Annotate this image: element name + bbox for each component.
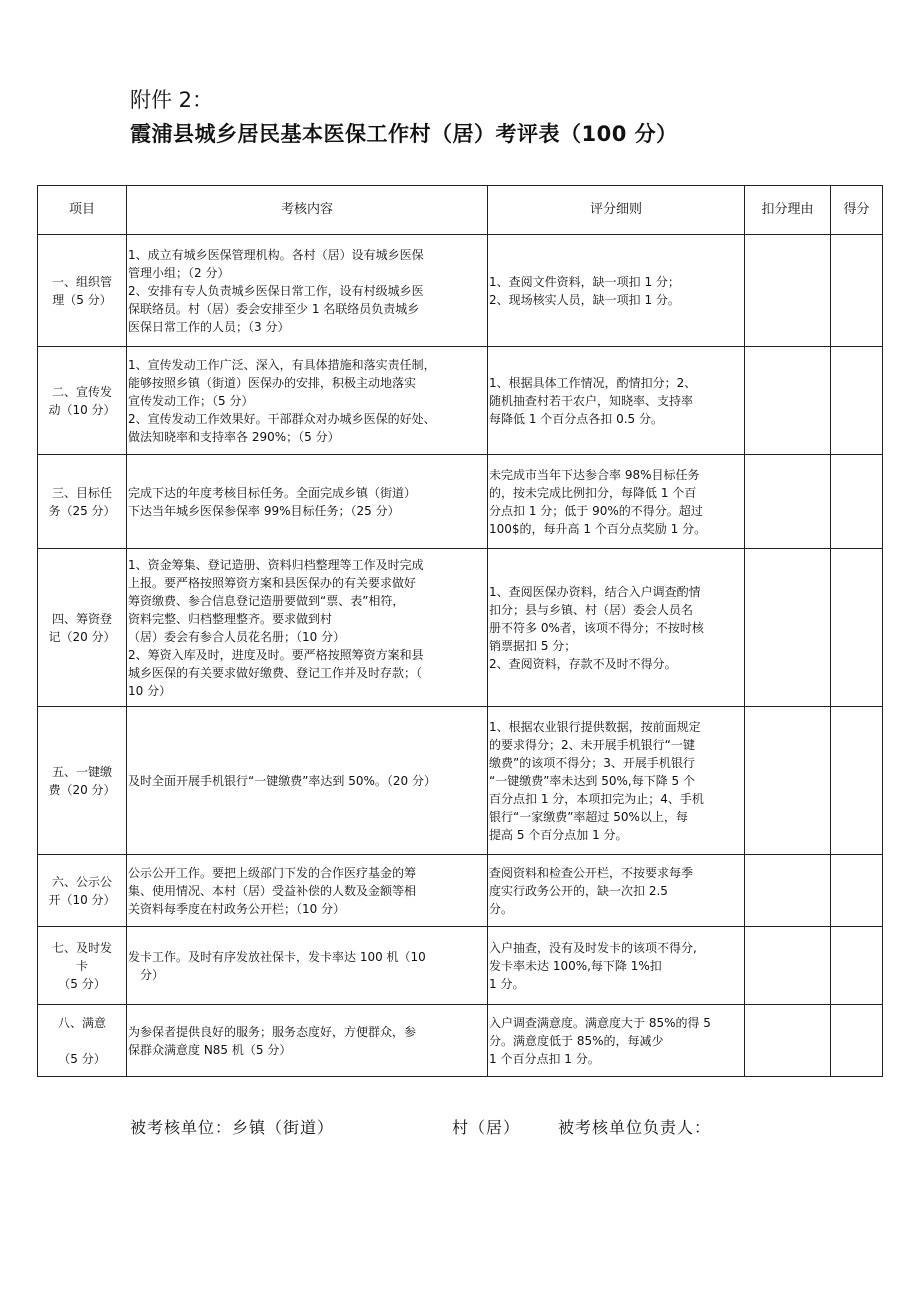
table-row [38,347,883,455]
content-line: 发卡工作。及时有序发放社保卡，发卡率达 100 机（10 [128,949,426,964]
rule-line: 银行“一家缴费”率超过 50%以上，每 [489,809,688,824]
table-row [38,855,883,927]
rule-line: 分点扣 1 分；低于 90%的不得分。超过 [489,503,703,518]
content-line: 医保日常工作的人员；（3 分） [128,319,290,334]
item-line: 记（20 分） [48,629,116,644]
rule-line: 1、根据具体工作情况，酌情扣分；2、 [489,375,697,390]
item-line [39,1032,125,1050]
content-line: 1、宣传发动工作广泛、深入，有具体措施和落实责任制， [128,357,436,372]
content-line: 关资料每季度在村政务公开栏；（10 分） [128,901,346,916]
content-cell [127,455,488,549]
item-cell [38,235,127,347]
item-cell [38,347,127,455]
content-line: 资料完整、归档整理整齐。要求做到村 [128,611,333,626]
score-cell[interactable] [831,455,883,549]
table-row [38,235,883,347]
rule-line: 入户调查满意度。满意度大于 85%的得 5 [489,1015,711,1030]
rule-line: 2、现场核实人员，缺一项扣 1 分。 [489,292,680,307]
rule-line: 度实行政务公开的，缺一次扣 2.5 [489,883,668,898]
content-line: 筹资缴费、参合信息登记造册要做到“票、表”相符， [128,593,405,608]
item-line: 八、满意 [57,1015,106,1030]
content-line: 1、成立有城乡医保管理机构。各村（居）设有城乡医保 [128,247,424,262]
item-line: 开（10 分） [48,892,116,907]
evaluation-table [37,185,883,1077]
content-line: 保群众满意度 N85 机（5 分） [128,1042,292,1057]
item-line: 理（5 分） [52,292,112,307]
rule-line: 1、根据农业银行提供数据，按前面规定 [489,719,701,734]
rule-cell [488,455,745,549]
content-line: 做法知晓率和支持率各 290%；（5 分） [128,429,340,444]
item-line: 四、筹资登 [51,611,112,626]
rule-line: 查阅资料和检查公开栏，不按要求每季 [489,865,694,880]
deduction-reason-cell[interactable] [745,549,831,707]
rule-line: 的要求得分；2、未开展手机银行“一键 [489,737,695,752]
village-label: 村（居） [452,1118,521,1137]
deduction-reason-cell[interactable] [745,235,831,347]
content-line: 1、资金筹集、登记造册、资料归档整理等工作及时完成 [128,557,424,572]
rule-line: 发卡率未达 100%,每下降 1%扣 [489,958,662,973]
rule-line: 未完成市当年下达参合率 98%目标任务 [489,467,700,482]
deduction-reason-cell[interactable] [745,855,831,927]
header-rule: 评分细则 [488,186,745,235]
content-line: 下达当年城乡医保参保率 99%目标任务；（25 分） [128,503,400,518]
content-line: 城乡医保的有关要求做好缴费、登记工作并及时存款；（ [128,665,423,680]
item-line: 五、一键缴 [51,764,112,779]
content-cell [127,927,488,1005]
score-cell[interactable] [831,1005,883,1077]
content-line: （居）委会有参合人员花名册；（10 分） [128,629,346,644]
deduction-reason-cell[interactable] [745,455,831,549]
header-deduction-reason: 扣分理由 [745,186,831,235]
rule-line: 销票据扣 5 分； [489,638,577,653]
rule-line: 百分点扣 1 分，本项扣完为止；4、手机 [489,791,704,806]
content-line: 完成下达的年度考核目标任务。全面完成乡镇（街道） [128,485,417,500]
deduction-reason-cell[interactable] [745,927,831,1005]
table-row [38,549,883,707]
item-cell [38,855,127,927]
score-cell[interactable] [831,549,883,707]
content-line: 上报。要严格按照筹资方案和县医保办的有关要求做好 [128,575,417,590]
deduction-reason-cell[interactable] [745,707,831,855]
content-line: 及时全面开展手机银行“一键缴费”率达到 50%。（20 分） [128,773,437,788]
rule-line: “一键缴费”率未达到 50%,每下降 5 个 [489,773,695,788]
score-cell[interactable] [831,347,883,455]
item-line: 二、宣传发 [51,384,112,399]
table-row [38,1005,883,1077]
rule-line: 2、查阅资料，存款不及时不得分。 [489,656,677,671]
table-body [38,235,883,1077]
rule-line: 1、查阅医保办资料，结合入户调查酌情 [489,584,701,599]
content-line: 2、宣传发动工作效果好。干部群众对办城乡医保的好处、 [128,411,436,426]
content-cell [127,235,488,347]
item-line: 六、公示公 [51,874,112,889]
table-row [38,707,883,855]
item-line: 动（10 分） [48,402,116,417]
content-line: 分） [128,967,165,982]
item-cell [38,707,127,855]
rule-cell [488,855,745,927]
rule-line: 提高 5 个百分点加 1 分。 [489,827,628,842]
rule-cell [488,549,745,707]
rule-line: 扣分；县与乡镇、村（居）委会人员名 [489,602,694,617]
item-cell [38,927,127,1005]
deduction-reason-cell[interactable] [745,1005,831,1077]
item-line: 费（20 分） [48,782,116,797]
rule-line: 1 分。 [489,976,525,991]
item-line: 七、及时发 [51,940,112,955]
rule-line: 册不符多 0%者，该项不得分；不按时核 [489,620,704,635]
item-cell [38,1005,127,1077]
rule-line: 的，按未完成比例扣分，每降低 1 个百 [489,485,697,500]
content-line: 能够按照乡镇（街道）医保办的安排，积极主动地落实 [128,375,417,390]
rule-cell [488,707,745,855]
rule-line: 入户抽查，没有及时发卡的该项不得分, [489,940,697,955]
header-item: 项目 [38,186,127,235]
content-line: 为参保者提供良好的服务；服务态度好，方便群众，参 [128,1024,417,1039]
rule-cell [488,347,745,455]
rule-line: 1、查阅文件资料，缺一项扣 1 分； [489,274,680,289]
content-line: 2、筹资入库及时，进度及时。要严格按照筹资方案和县 [128,647,424,662]
rule-line: 随机抽查村若干农户，知晓率、支持率 [489,393,694,408]
content-cell [127,855,488,927]
responsible-person-label: 被考核单位负责人： [558,1118,712,1137]
item-cell [38,455,127,549]
rule-line: 每降低 1 个百分点各扣 0.5 分。 [489,411,663,426]
rule-line: 100$的，每升高 1 个百分点奖励 1 分。 [489,521,707,536]
content-cell [127,347,488,455]
content-line: 宣传发动工作；（5 分） [128,393,254,408]
score-cell[interactable] [831,707,883,855]
content-line: 集、使用情况、本村（居）受益补偿的人数及金额等相 [128,883,417,898]
page-title: 霞浦县城乡居民基本医保工作村（居）考评表（100 分） [130,122,678,146]
content-cell [127,707,488,855]
item-line: 务（25 分） [48,503,116,518]
rule-line: 缴费”的该项不得分；3、开展手机银行 [489,755,695,770]
header-score: 得分 [831,186,883,235]
table-row [38,927,883,1005]
item-line: 三、目标任 [51,485,112,500]
content-line: 10 分） [128,683,172,698]
table-header-row [38,186,883,235]
rule-cell [488,235,745,347]
item-cell [38,549,127,707]
rule-cell [488,927,745,1005]
item-line: （5 分） [58,976,106,991]
table-row [38,455,883,549]
content-line: 保联络员。村（居）委会安排至少 1 名联络员负责城乡 [128,301,420,316]
score-cell[interactable] [831,235,883,347]
attachment-label: 附件 2： [130,88,214,112]
assessed-unit-label: 被考核单位：乡镇（街道） [130,1118,335,1137]
content-line: 公示公开工作。要把上级部门下发的合作医疗基金的筹 [128,865,417,880]
item-line: 一、组织管 [51,274,112,289]
score-cell[interactable] [831,855,883,927]
rule-line: 分。满意度低于 85%的，每减少 [489,1033,664,1048]
score-cell[interactable] [831,927,883,1005]
item-line: 卡 [75,958,88,973]
content-line: 2、安排有专人负责城乡医保日常工作，设有村级城乡医 [128,283,424,298]
rule-cell [488,1005,745,1077]
rule-line: 分。 [489,901,514,916]
header-content: 考核内容 [127,186,488,235]
item-line: （5 分） [58,1051,106,1066]
content-cell [127,1005,488,1077]
deduction-reason-cell[interactable] [745,347,831,455]
content-line: 管理小组；（2 分） [128,265,230,280]
content-cell [127,549,488,707]
rule-line: 1 个百分点扣 1 分。 [489,1051,600,1066]
